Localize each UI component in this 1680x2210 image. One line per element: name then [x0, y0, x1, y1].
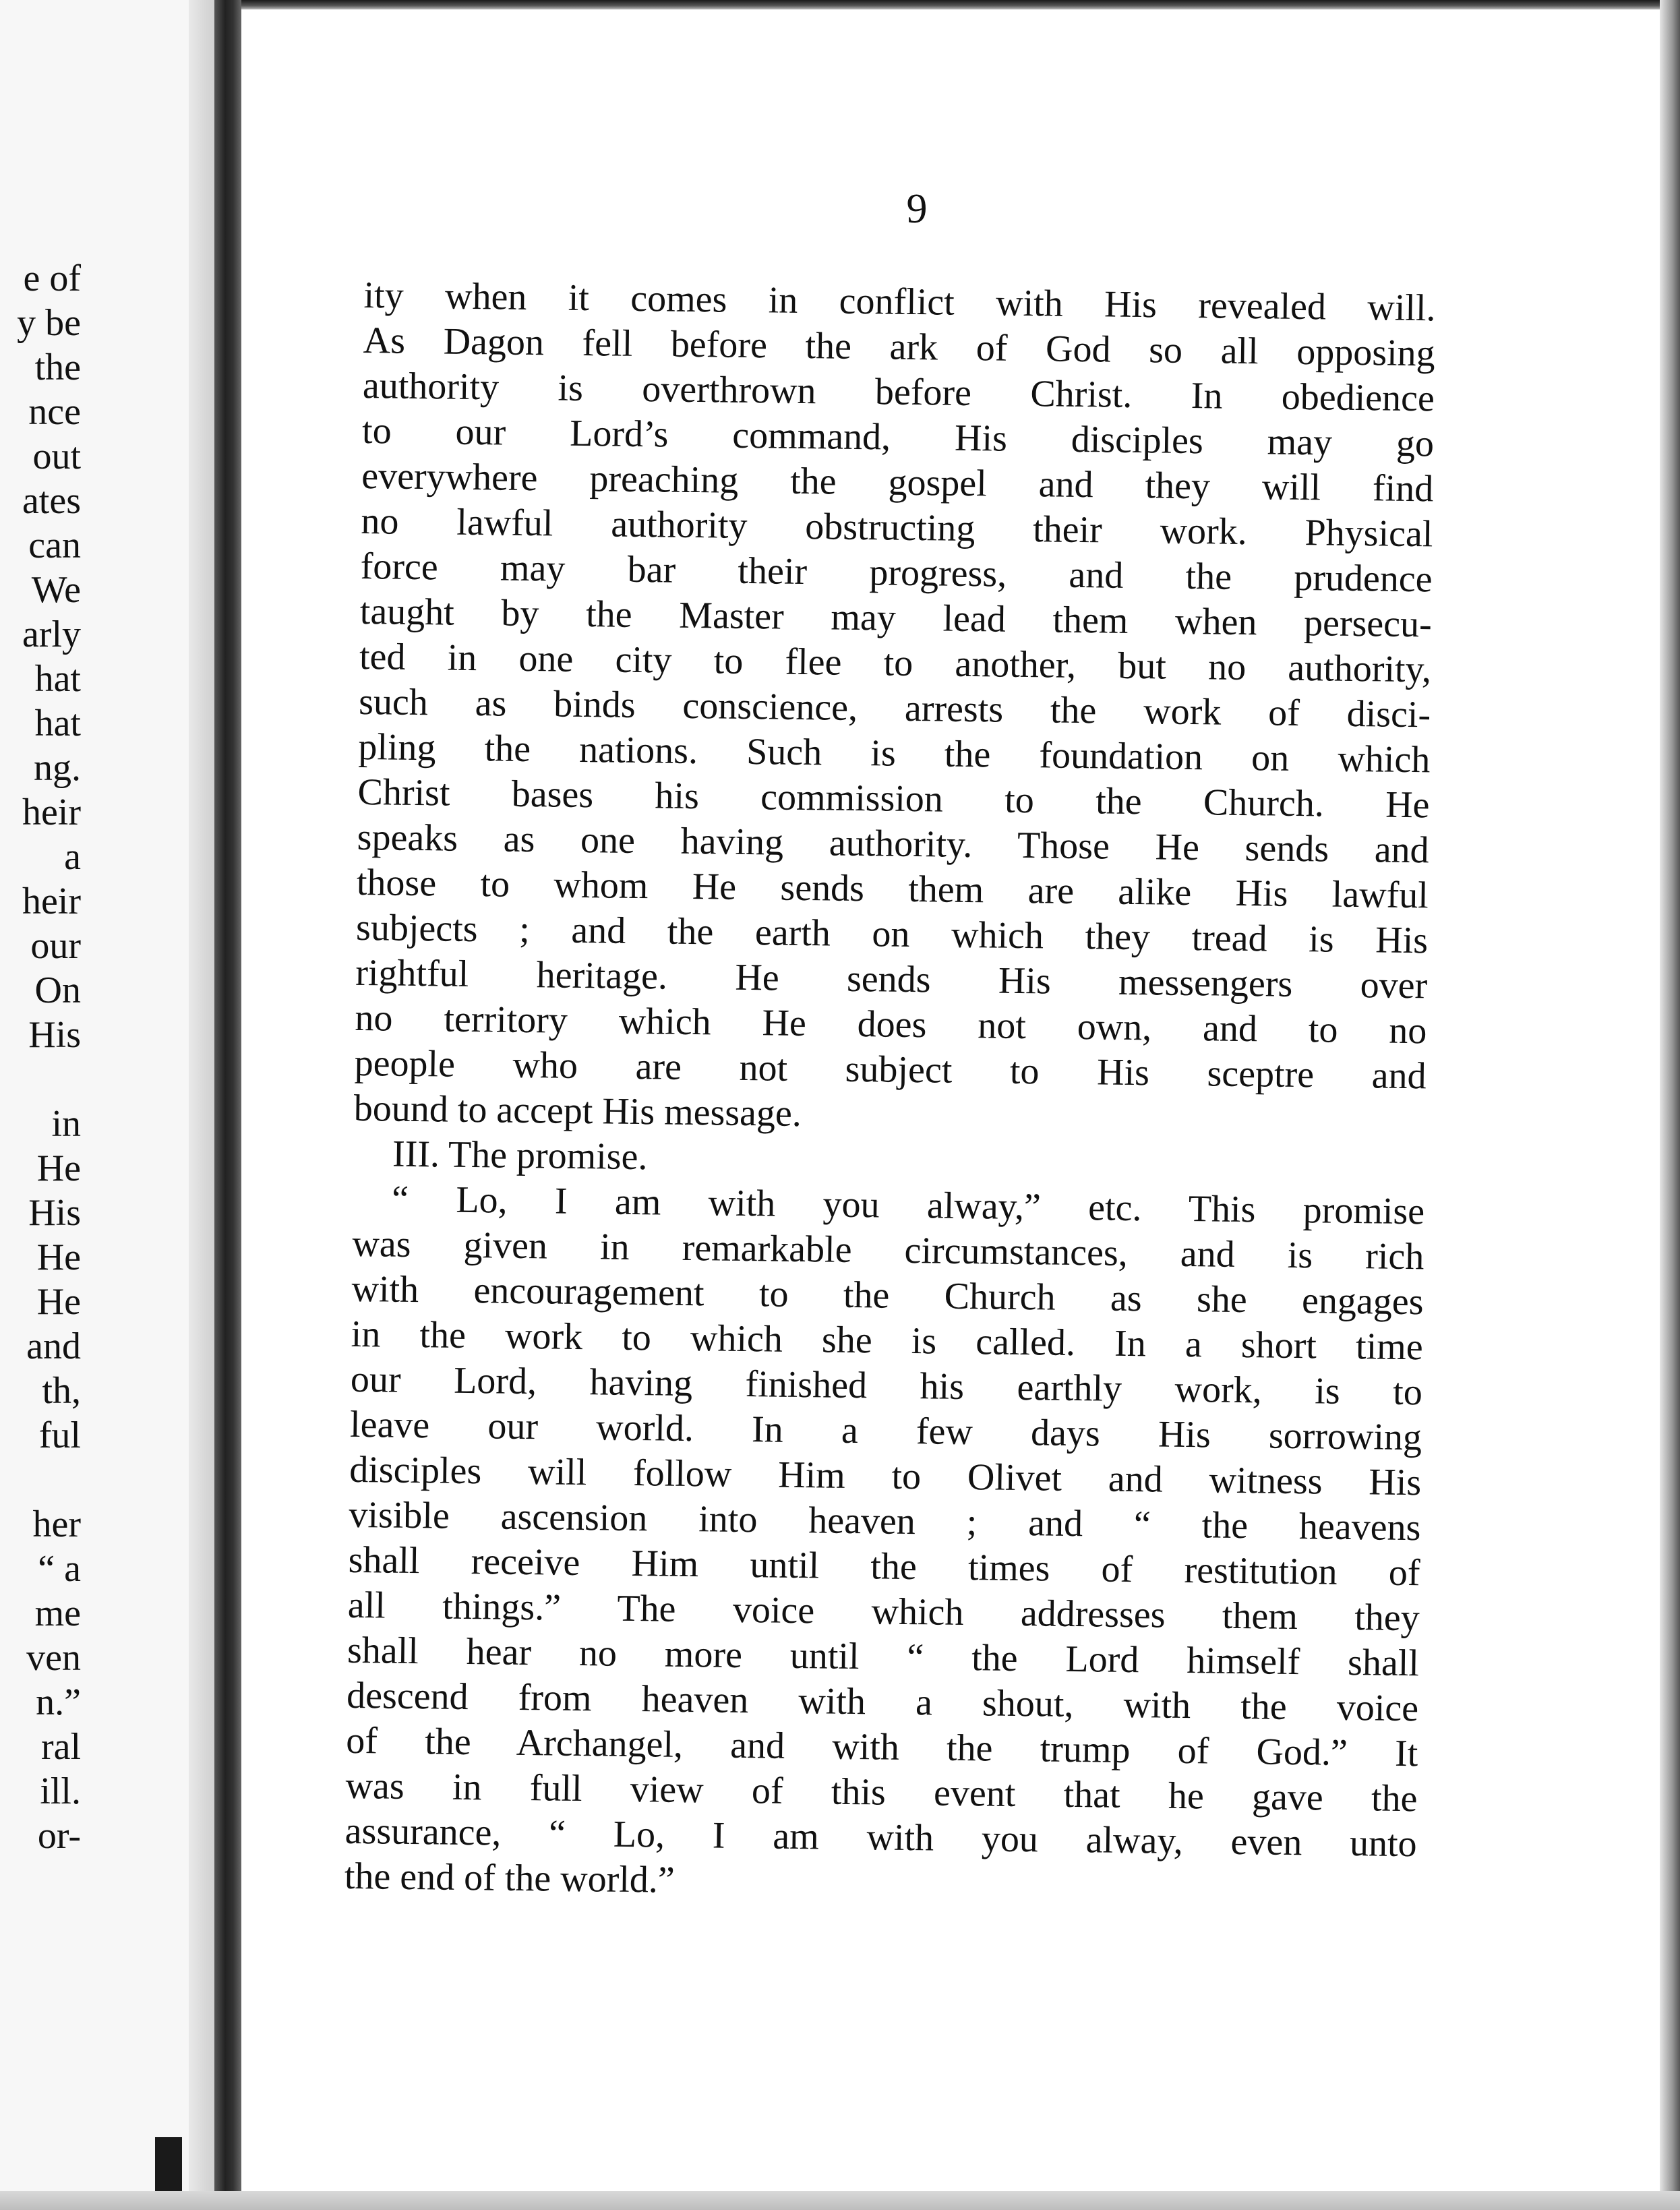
- text-line: “ Lo, I am with you alway,” etc. This promise: [391, 1178, 1425, 1233]
- text-line: bound to accept His message.: [353, 1087, 802, 1135]
- text-line: was in full view of this event that he gave the: [345, 1764, 1418, 1820]
- facing-page-line: ates: [22, 480, 81, 522]
- text-line: shall hear no more until “ the Lord himself shall: [347, 1629, 1420, 1685]
- text-line: visible ascension into heaven ; and “ the heavens: [349, 1493, 1421, 1549]
- text-line: rightful heritage. He sends His messengers over: [355, 951, 1428, 1007]
- page-bottom-edge: [0, 2191, 1680, 2210]
- facing-page-line: ral: [40, 1726, 81, 1768]
- facing-page-line: ful: [38, 1414, 81, 1456]
- facing-page-line: her: [32, 1503, 81, 1545]
- facing-page-line: hat: [34, 658, 81, 700]
- facing-page-line: the: [34, 347, 81, 388]
- facing-page-line: His: [28, 1192, 81, 1234]
- text-line: our Lord, having finished his earthly work, is to: [350, 1358, 1423, 1414]
- facing-page-line: e of: [23, 258, 81, 299]
- text-line: leave our world. In a few days His sorrowing: [349, 1403, 1422, 1459]
- facing-page-line: “ a: [38, 1548, 81, 1590]
- text-line: authority is overthrown before Christ. In obedience: [362, 364, 1435, 420]
- text-line: the end of the world.”: [344, 1855, 676, 1901]
- facing-page-line: in: [51, 1103, 81, 1145]
- facing-page-line: ng.: [34, 747, 81, 789]
- text-line: of the Archangel, and with the trump of God.” It: [346, 1719, 1418, 1775]
- text-line: no lawful authority obstructing their work. Physical: [361, 500, 1433, 556]
- page-top-edge: [241, 0, 1680, 9]
- text-line: disciples will follow Him to Olivet and witness His: [349, 1448, 1422, 1504]
- text-line: pling the nations. Such is the foundation on which: [358, 725, 1431, 781]
- facing-page-line: We: [31, 569, 81, 611]
- text-line: shall receive Him until the times of restitution of: [348, 1539, 1420, 1594]
- facing-page-line: th,: [42, 1370, 81, 1412]
- facing-page-line: n.”: [36, 1681, 81, 1723]
- facing-page-line: He: [36, 1236, 81, 1278]
- facing-page-line: heir: [22, 792, 81, 833]
- facing-page-line: His: [28, 1014, 81, 1056]
- facing-page-line: and: [26, 1325, 81, 1367]
- facing-page-line: On: [34, 969, 81, 1011]
- text-line: to our Lord’s command, His disciples may go: [361, 409, 1435, 465]
- facing-page-line: me: [34, 1592, 81, 1634]
- text-line: those to whom He sends them are alike His lawful: [356, 861, 1429, 917]
- facing-page-line: nce: [28, 391, 81, 433]
- text-line: As Dagon fell before the ark of God so all opposing: [363, 319, 1436, 375]
- text-line: force may bar their progress, and the prudence: [360, 545, 1433, 601]
- text-line: in the work to which she is called. In a short time: [351, 1313, 1424, 1369]
- text-line: descend from heaven with a shout, with the voice: [346, 1674, 1419, 1730]
- text-line: with encouragement to the Church as she engages: [351, 1267, 1424, 1323]
- text-line: subjects ; and the earth on which they tread is His: [355, 906, 1429, 962]
- facing-page-line: our: [30, 925, 81, 967]
- book-spine: [214, 0, 241, 2210]
- text-line: was given in remarkable circumstances, and is rich: [352, 1222, 1424, 1278]
- facing-page-line: hat: [34, 703, 81, 744]
- facing-page-line: or-: [37, 1815, 81, 1857]
- gutter-shadow: [189, 0, 216, 2210]
- facing-page-line: He: [36, 1281, 81, 1323]
- text-line: such as binds conscience, arrests the work of disci-: [358, 680, 1431, 736]
- text-line: Christ bases his commission to the Church. He: [357, 771, 1430, 827]
- facing-page-line: He: [36, 1147, 81, 1189]
- facing-page-line: ill.: [40, 1770, 81, 1812]
- text-line: ity when it comes in conflict with His revealed will.: [363, 274, 1436, 330]
- body-text: [344, 273, 1436, 1912]
- facing-page-line: heir: [22, 880, 81, 922]
- text-line: ted in one city to flee to another, but no authority,: [359, 635, 1432, 691]
- facing-page-line: a: [64, 836, 81, 878]
- text-line: people who are not subject to His sceptre and: [354, 1042, 1427, 1098]
- text-line: all things.” The voice which addresses them they: [347, 1584, 1420, 1640]
- text-line: speaks as one having authority. Those He sends and: [357, 816, 1430, 872]
- text-line: everywhere preaching the gospel and they will find: [361, 454, 1434, 510]
- facing-page-line: ven: [26, 1637, 81, 1679]
- text-line: no territory which He does not own, and to no: [355, 996, 1427, 1052]
- facing-page-line: y be: [17, 302, 81, 344]
- page-right-edge: [1660, 0, 1680, 2210]
- facing-page-line: can: [28, 525, 81, 566]
- facing-page-line: out: [32, 436, 81, 477]
- text-line: assurance, “ Lo, I am with you alway, even unto: [344, 1810, 1418, 1865]
- facing-page-line: arly: [22, 614, 81, 655]
- section-heading: III. The promise.: [392, 1133, 648, 1178]
- facing-page-fragment: [0, 0, 202, 2210]
- page-number: 9: [906, 186, 928, 232]
- text-line: taught by the Master may lead them when persecu-: [359, 590, 1433, 646]
